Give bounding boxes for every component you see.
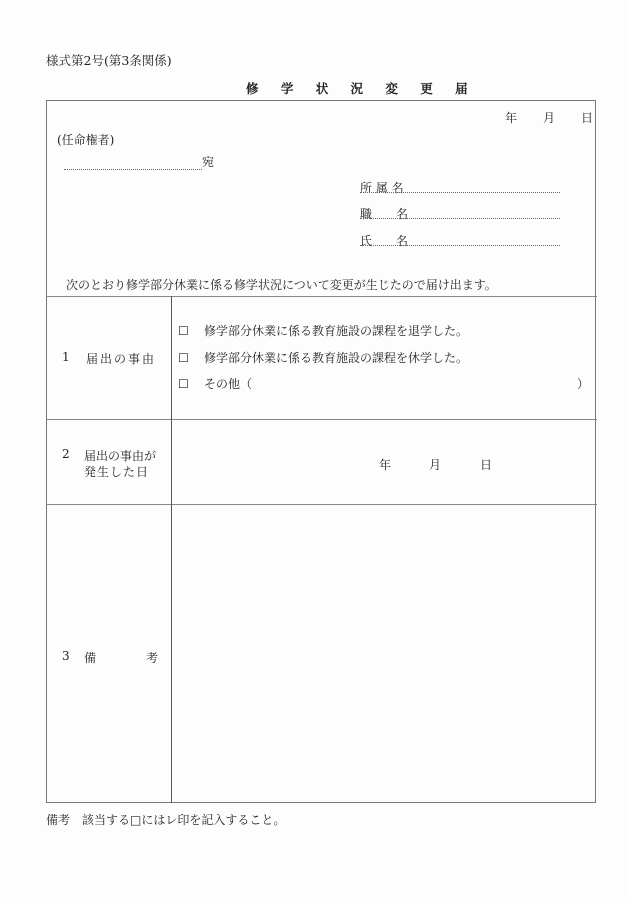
row1-number: 1 bbox=[62, 350, 70, 364]
addressee-suffix: 宛 bbox=[202, 155, 215, 169]
reason-option-withdrawn[interactable] bbox=[178, 322, 468, 339]
day-label: 日 bbox=[480, 458, 493, 472]
checkbox-icon[interactable]: ☐ bbox=[178, 377, 189, 391]
remarks-input[interactable] bbox=[173, 506, 595, 802]
column-divider bbox=[171, 296, 172, 803]
row2-number: 2 bbox=[62, 447, 70, 461]
form-number: 様式第2号(第3条関係) bbox=[46, 53, 172, 68]
reason-option-leave[interactable] bbox=[178, 349, 468, 366]
month-label: 月 bbox=[543, 111, 556, 125]
name-label: 氏 名 bbox=[360, 234, 409, 248]
row3-label-b: 考 bbox=[146, 651, 159, 665]
checkbox-icon[interactable]: ☐ bbox=[178, 324, 189, 338]
year-label: 年 bbox=[379, 458, 392, 472]
row1-label: 届出の事由 bbox=[86, 352, 157, 366]
row3-number: 3 bbox=[62, 649, 70, 663]
divider-row-2 bbox=[46, 419, 597, 420]
row3-label-a: 備 bbox=[84, 651, 97, 665]
declaration-statement: 次のとおり修学部分休業に係る修学状況について変更が生じたので届け出ます。 bbox=[66, 278, 497, 292]
department-input[interactable] bbox=[360, 178, 560, 193]
addressee-input[interactable] bbox=[64, 157, 202, 170]
year-label: 年 bbox=[505, 111, 518, 125]
position-label: 職 名 bbox=[360, 207, 409, 221]
other-close-paren: ） bbox=[577, 377, 590, 391]
position-input[interactable] bbox=[360, 204, 560, 219]
month-label: 月 bbox=[429, 458, 442, 472]
footnote: 備考 該当する□にはレ印を記入すること。 bbox=[46, 813, 286, 827]
department-label: 所 属 名 bbox=[360, 181, 404, 195]
divider-row-1 bbox=[46, 296, 597, 297]
reason-option-other[interactable] bbox=[178, 375, 252, 392]
day-label: 日 bbox=[581, 111, 594, 125]
row2-label-line1: 届出の事由が bbox=[84, 449, 157, 463]
document-title: 修 学 状 況 変 更 届 bbox=[246, 81, 477, 96]
checkbox-icon[interactable]: ☐ bbox=[178, 351, 189, 365]
other-reason-input[interactable] bbox=[262, 374, 567, 390]
option-text: その他（ bbox=[204, 377, 253, 391]
name-input[interactable] bbox=[360, 231, 560, 246]
option-text: 修学部分休業に係る教育施設の課程を休学した。 bbox=[204, 351, 469, 365]
row2-label-line2: 発生した日 bbox=[84, 465, 150, 479]
option-text: 修学部分休業に係る教育施設の課程を退学した。 bbox=[204, 324, 469, 338]
divider-row-3 bbox=[46, 504, 597, 505]
appointer-label: (任命権者) bbox=[57, 133, 115, 147]
